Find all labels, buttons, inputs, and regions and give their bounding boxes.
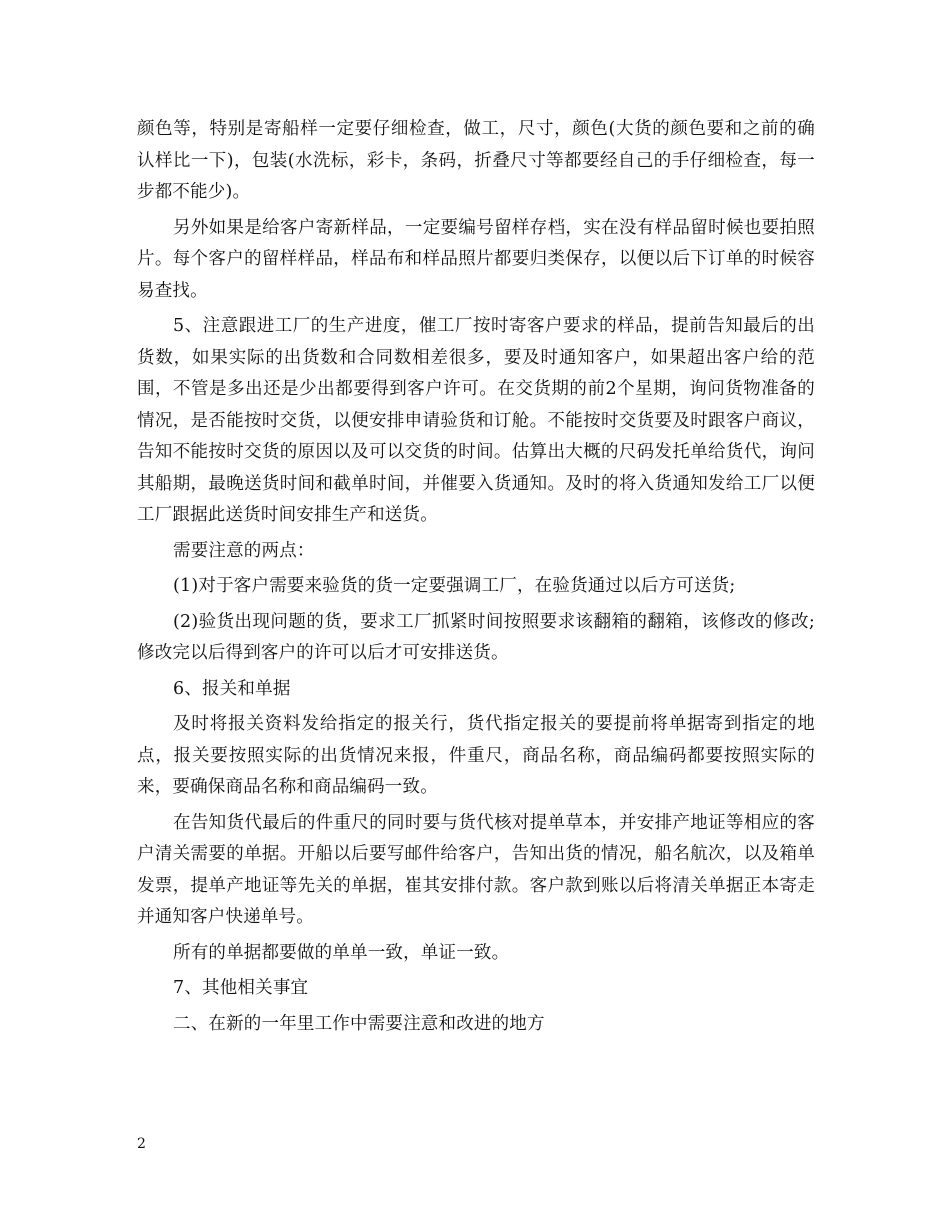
paragraph-3: 5、注意跟进工厂的生产进度，催工厂按时寄客户要求的样品，提前告知最后的出货数，如果实际的出货数和合同数相差很多，要及时通知客户，如果超出客户给的范围，不管是多出还是少出都要得到客户许可。在交货期的前2个星期，询问货物准备的情况，是否能按时交货，以便安排申请验货和订舱。不能按时交货要及时跟客户商议，告知不能按时交货的原因以及可以交货的时间。估算出大概的尺码发托单给货代，询问其船期，最晚送货时间和截单时间，并催要入货通知。及时的将入货通知发给工厂以便工厂跟据此送货时间安排生产和送货。 [137, 316, 815, 525]
paragraph-5: (1)对于客户需要来验货的货一定要强调工厂，在验货通过以后方可送货; [173, 576, 736, 596]
paragraph-4: 需要注意的两点： [173, 540, 315, 561]
section-heading-6: 6、报关和单据 [173, 678, 291, 699]
paragraph-10: 所有的单据都要做的单单一致，单证一致。 [173, 942, 510, 963]
page-number: 2 [137, 1136, 146, 1152]
paragraph-1: 颜色等，特别是寄船样一定要仔细检查，做工，尺寸，颜色(大货的颜色要和之前的确认样比一下)，包装(水洗标，彩卡，条码，折叠尺寸等都要经自己的手仔细检查，每一步都不能少)。 [137, 119, 815, 202]
paragraph-8: 及时将报关资料发给指定的报关行，货代指定报关的要提前将单据寄到指定的地点，报关要按照实际的出货情况来报，件重尺，商品名称，商品编码都要按照实际的来，要确保商品名称和商品编码一致。 [137, 714, 815, 797]
paragraph-6: (2)验货出现问题的货，要求工厂抓紧时间按照要求该翻箱的翻箱，该修改的修改;修改完以后得到客户的许可以后才可安排送货。 [137, 611, 815, 663]
section-heading-7: 7、其他相关事宜 [173, 978, 309, 998]
paragraph-2: 另外如果是给客户寄新样品，一定要编号留样存档，实在没有样品留时候也要拍照片。每个客户的留样样品，样品布和样品照片都要归类保存，以便以后下订单的时候容易查找。 [137, 217, 815, 301]
document-body [137, 114, 815, 1044]
section-heading-2: 二、在新的一年里工作中需要注意和改进的地方 [173, 1013, 545, 1034]
paragraph-9: 在告知货代最后的件重尺的同时要与货代核对提单草本，并安排产地证等相应的客户清关需要的单据。开船以后要写邮件给客户，告知出货的情况，船名航次，以及箱单发票，提单产地证等先关的单据，崔其安排付款。客户款到账以后将清关单据正本寄走并通知客户快递单号。 [137, 812, 815, 927]
